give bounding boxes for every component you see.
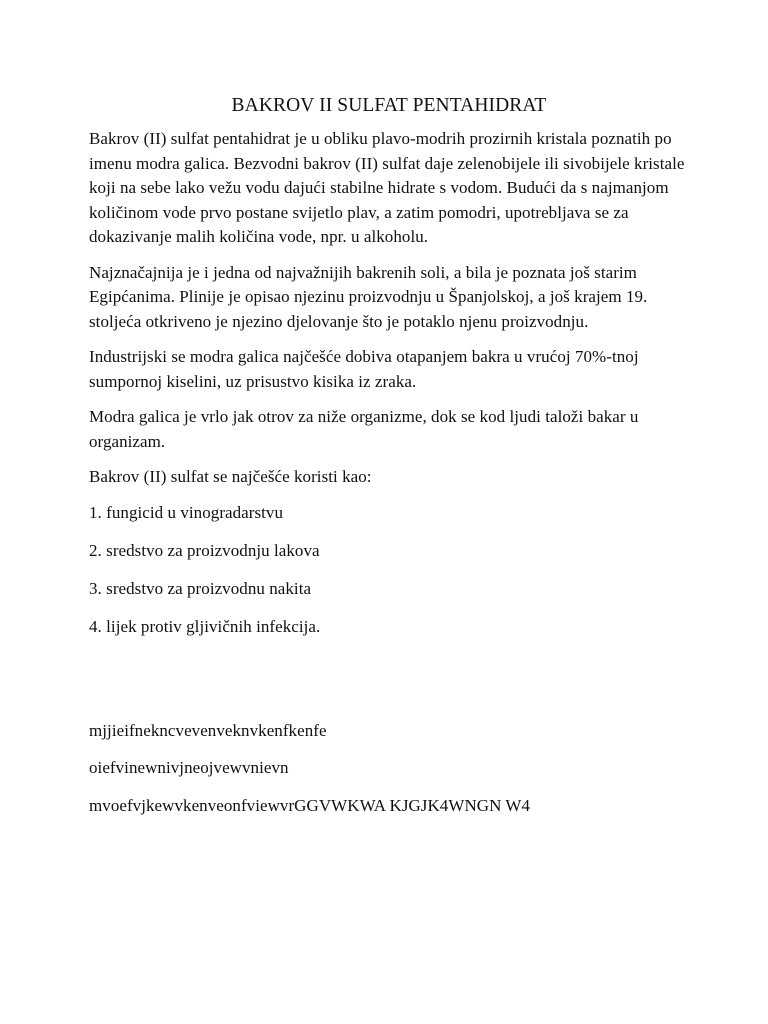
list-item-fungicide: 1. fungicid u vinogradarstvu <box>89 502 284 522</box>
paragraph-production: Industrijski se modra galica najčešće dobiva otapanjem bakra u vrućoj 70%-tnoj sumpornoj kiselini, uz prisustvo kisika iz zraka. <box>89 347 639 391</box>
list-item-lacquer: 2. sredstvo za proizvodnju lakova <box>89 540 320 560</box>
trailing-line-2: oiefvinewnivjneojvewvnievn <box>89 758 289 777</box>
paragraph-uses-intro: Bakrov (II) sulfat se najčešće koristi kao: <box>89 467 372 486</box>
paragraph-history: Najznačajnija je i jedna od najvažnijih bakrenih soli, a bila je poznata još starim Egipćanima. Plinije je opisao njezinu proizvodnju u Španjolskoj, a još krajem 19. stoljeća otkriveno je njezino djelovanje što je potaklo njenu proizvodnju. <box>89 262 648 331</box>
list-item-antifungal: 4. lijek protiv gljivičnih infekcija. <box>89 616 321 636</box>
document-body <box>89 93 689 831</box>
paragraph-intro: Bakrov (II) sulfat pentahidrat je u obliku plavo-modrih prozirnih kristala poznatih po imenu modra galica. Bezvodni bakrov (II) sulfat daje zelenobijele ili sivobijele kristale koji na sebe lako vežu vodu dajući stabilne hidrate s vodom. Budući da s najmanjom količinom vode prvo postane svijetlo plav, a zatim pomodri, upotrebljava se za dokazivanje malih količina vode, npr. u alkoholu. <box>89 129 685 246</box>
blank-space <box>89 653 689 719</box>
document-title: BAKROV II SULFAT PENTAHIDRAT <box>231 95 547 116</box>
paragraph-toxicity: Modra galica je vrlo jak otrov za niže organizme, dok se kod ljudi taloži bakar u organizam. <box>89 407 639 451</box>
trailing-line-1: mjjieifneknc​vevenveknvkenfkenfe <box>89 720 327 740</box>
list-item-jewelry: 3. sredstvo za proizvodnu nakita <box>89 578 312 598</box>
trailing-line-3: mvoefvjkewvkenveonfviewvrGGVWKWA KJGJK4WNGN W4 <box>89 795 531 815</box>
